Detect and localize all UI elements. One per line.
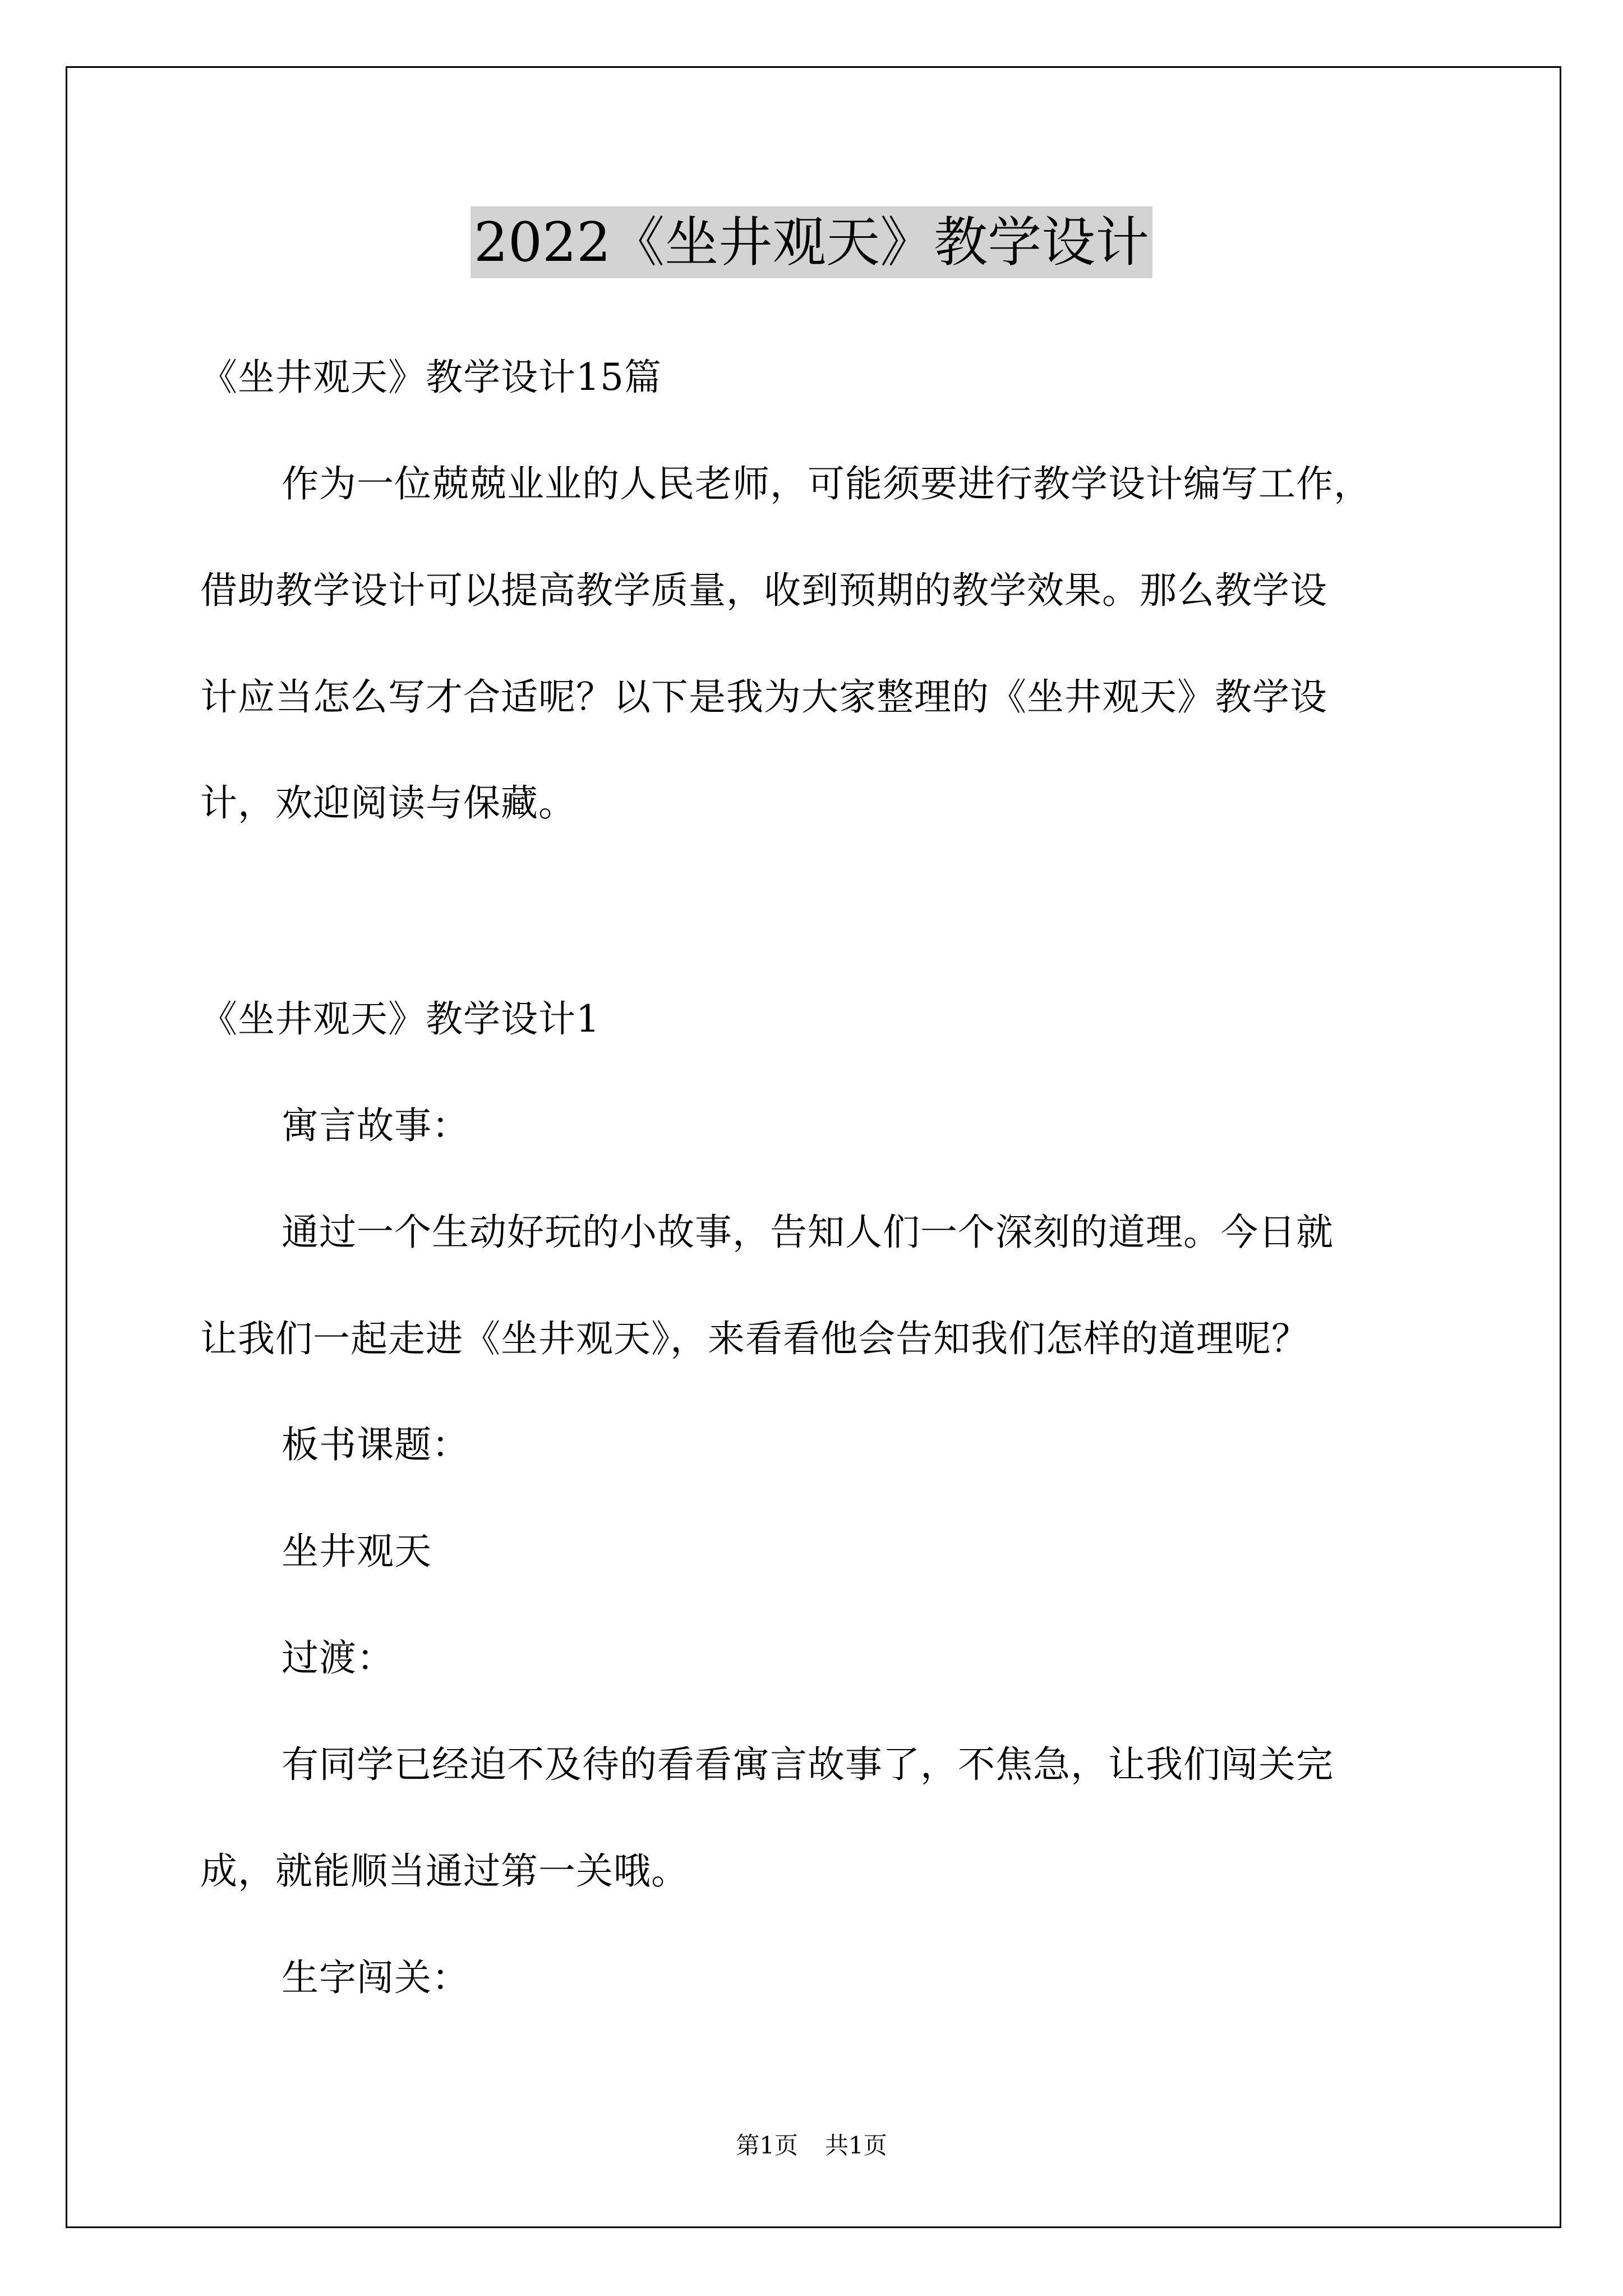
- document-subtitle: 《坐井观天》教学设计15篇: [200, 356, 662, 399]
- body-line-3: 让我们一起走进《坐井观天》，来看看他会告知我们怎样的道理呢？: [200, 1317, 1309, 1360]
- document-title: 2022《坐井观天》教学设计: [471, 206, 1152, 278]
- body-line-5: 坐井观天: [282, 1530, 432, 1573]
- body-line-1: 寓言故事：: [282, 1104, 469, 1147]
- title-container: [0, 206, 1623, 278]
- section-heading: 《坐井观天》教学设计1: [200, 997, 600, 1041]
- page-number: 第1页: [736, 2132, 798, 2159]
- page-footer: [0, 2129, 1623, 2162]
- intro-line-2: 借助教学设计可以提高教学质量，收到预期的教学效果。那么教学设: [200, 569, 1327, 612]
- body-line-9: 生字闯关：: [282, 1956, 469, 1999]
- body-line-7: 有同学已经迫不及待的看看寓言故事了，不焦急，让我们闯关完: [282, 1743, 1334, 1786]
- body-line-6: 过渡：: [282, 1636, 394, 1680]
- intro-line-3: 计应当怎么写才合适呢？以下是我为大家整理的《坐井观天》教学设: [200, 675, 1327, 719]
- page-total: 共1页: [825, 2132, 887, 2159]
- body-line-8: 成，就能顺当通过第一关哦。: [200, 1849, 689, 1893]
- body-line-4: 板书课题：: [282, 1423, 469, 1466]
- body-line-2: 通过一个生动好玩的小故事，告知人们一个深刻的道理。今日就: [282, 1211, 1334, 1254]
- intro-line-4: 计，欢迎阅读与保藏。: [200, 781, 576, 825]
- intro-line-1: 作为一位兢兢业业的人民老师，可能须要进行教学设计编写工作，: [282, 462, 1371, 505]
